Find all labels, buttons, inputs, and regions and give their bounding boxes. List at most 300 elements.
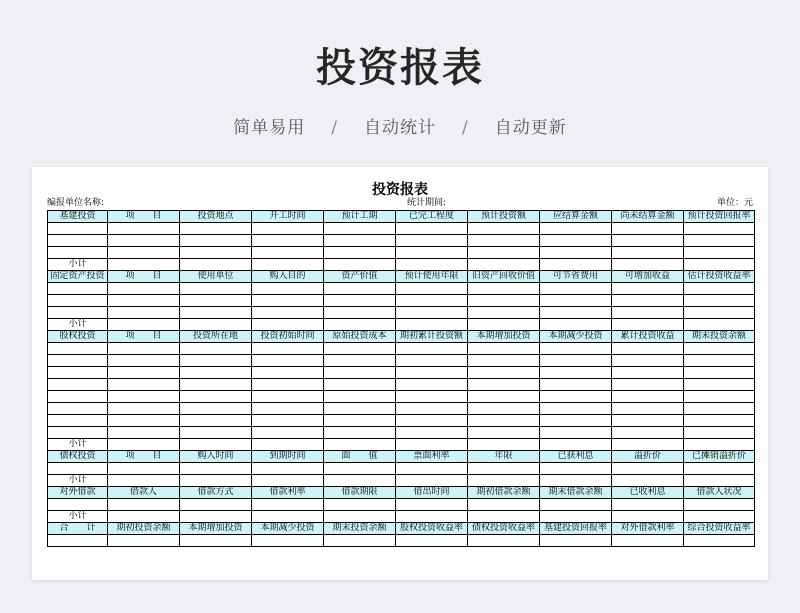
column-header: 借出时间	[396, 487, 468, 499]
table-cell[interactable]	[468, 439, 540, 451]
column-header: 投资地点	[180, 211, 252, 223]
subtotal-row	[48, 475, 755, 487]
table-cell[interactable]	[108, 307, 180, 319]
table-cell[interactable]	[324, 427, 396, 439]
table-cell[interactable]	[540, 379, 612, 391]
table-cell[interactable]	[180, 439, 252, 451]
table-row	[48, 391, 755, 403]
table-cell[interactable]	[180, 367, 252, 379]
table-row	[48, 307, 755, 319]
column-header: 估计投资收益率	[684, 271, 755, 283]
table-cell[interactable]	[612, 283, 684, 295]
table-cell[interactable]	[108, 403, 180, 415]
table-cell[interactable]	[48, 247, 108, 259]
table-cell[interactable]	[396, 307, 468, 319]
table-cell[interactable]	[684, 235, 755, 247]
table-cell[interactable]	[684, 367, 755, 379]
subtotal-label: 小计	[48, 259, 108, 271]
table-cell[interactable]	[108, 439, 180, 451]
table-cell[interactable]	[684, 439, 755, 451]
table-cell[interactable]	[180, 283, 252, 295]
table-cell[interactable]	[396, 259, 468, 271]
sheet-meta	[47, 197, 753, 209]
table-cell[interactable]	[612, 295, 684, 307]
column-header: 购入时间	[180, 451, 252, 463]
column-header: 期初投资余额	[108, 523, 180, 535]
column-header: 预计工期	[324, 211, 396, 223]
table-cell[interactable]	[252, 427, 324, 439]
subtotal-label: 小计	[48, 511, 108, 523]
section-header-row	[48, 451, 755, 463]
column-header: 本期增加投资	[180, 523, 252, 535]
table-cell[interactable]	[612, 535, 684, 547]
table-cell[interactable]	[324, 439, 396, 451]
table-cell[interactable]	[324, 343, 396, 355]
section-header-row	[48, 487, 755, 499]
column-header: 已摊销溢折价	[684, 451, 755, 463]
table-cell[interactable]	[180, 403, 252, 415]
table-cell[interactable]	[48, 295, 108, 307]
table-cell[interactable]	[396, 283, 468, 295]
column-header: 溢折价	[612, 451, 684, 463]
table-cell[interactable]	[324, 247, 396, 259]
table-cell[interactable]	[396, 427, 468, 439]
column-header: 年限	[468, 451, 540, 463]
table-cell[interactable]	[540, 235, 612, 247]
table-cell[interactable]	[684, 403, 755, 415]
table-cell[interactable]	[540, 403, 612, 415]
table-cell[interactable]	[396, 379, 468, 391]
column-header: 借款人	[108, 487, 180, 499]
subtotal-row	[48, 259, 755, 271]
table-cell[interactable]	[252, 535, 324, 547]
table-cell[interactable]	[684, 475, 755, 487]
table-cell[interactable]	[540, 511, 612, 523]
table-cell[interactable]	[540, 247, 612, 259]
table-cell[interactable]	[48, 307, 108, 319]
table-cell[interactable]	[468, 427, 540, 439]
table-cell[interactable]	[684, 463, 755, 475]
table-cell[interactable]	[180, 259, 252, 271]
subtotal-label: 小计	[48, 439, 108, 451]
table-cell[interactable]	[612, 475, 684, 487]
table-cell[interactable]	[540, 439, 612, 451]
table-cell[interactable]	[468, 391, 540, 403]
table-cell[interactable]	[180, 355, 252, 367]
table-cell[interactable]	[612, 355, 684, 367]
table-cell[interactable]	[324, 259, 396, 271]
table-row	[48, 235, 755, 247]
table-row	[48, 223, 755, 235]
table-cell[interactable]	[180, 379, 252, 391]
table-cell[interactable]	[396, 535, 468, 547]
table-cell[interactable]	[540, 295, 612, 307]
column-header: 对外借款利率	[612, 523, 684, 535]
table-cell[interactable]	[324, 463, 396, 475]
table-cell[interactable]	[612, 439, 684, 451]
subtotal-label: 小计	[48, 319, 108, 331]
table-cell[interactable]	[396, 295, 468, 307]
table-cell[interactable]	[684, 295, 755, 307]
column-header: 到期时间	[252, 451, 324, 463]
table-cell[interactable]	[108, 355, 180, 367]
table-cell[interactable]	[324, 319, 396, 331]
table-cell[interactable]	[612, 379, 684, 391]
table-cell[interactable]	[180, 499, 252, 511]
table-cell[interactable]	[396, 403, 468, 415]
table-cell[interactable]	[324, 355, 396, 367]
table-cell[interactable]	[108, 295, 180, 307]
table-cell[interactable]	[48, 415, 108, 427]
table-cell[interactable]	[108, 235, 180, 247]
table-cell[interactable]	[396, 247, 468, 259]
table-cell[interactable]	[396, 415, 468, 427]
table-cell[interactable]	[180, 223, 252, 235]
table-cell[interactable]	[540, 223, 612, 235]
subtotal-row	[48, 319, 755, 331]
table-cell[interactable]	[108, 367, 180, 379]
column-header: 使用单位	[180, 271, 252, 283]
column-header: 预计投资回报率	[684, 211, 755, 223]
table-cell[interactable]	[684, 511, 755, 523]
table-cell[interactable]	[252, 475, 324, 487]
table-cell[interactable]	[612, 259, 684, 271]
table-cell[interactable]	[108, 343, 180, 355]
tag-separator: /	[462, 118, 469, 138]
column-header: 借款人状况	[684, 487, 755, 499]
table-cell[interactable]	[180, 295, 252, 307]
table-cell[interactable]	[252, 223, 324, 235]
table-cell[interactable]	[324, 307, 396, 319]
table-cell[interactable]	[684, 307, 755, 319]
table-cell[interactable]	[468, 247, 540, 259]
table-row	[48, 295, 755, 307]
column-header: 期初借款余额	[468, 487, 540, 499]
table-cell[interactable]	[252, 307, 324, 319]
column-header: 期初累计投资额	[396, 331, 468, 343]
table-cell[interactable]	[468, 283, 540, 295]
table-cell[interactable]	[540, 463, 612, 475]
feature-tags	[0, 113, 800, 138]
table-cell[interactable]	[180, 463, 252, 475]
table-cell[interactable]	[468, 415, 540, 427]
table-cell[interactable]	[684, 427, 755, 439]
table-cell[interactable]	[468, 295, 540, 307]
table-cell[interactable]	[48, 499, 108, 511]
table-cell[interactable]	[324, 511, 396, 523]
table-cell[interactable]	[612, 499, 684, 511]
table-cell[interactable]	[108, 259, 180, 271]
table-cell[interactable]	[612, 511, 684, 523]
table-cell[interactable]	[396, 391, 468, 403]
table-cell[interactable]	[396, 511, 468, 523]
table-cell[interactable]	[180, 475, 252, 487]
table-cell[interactable]	[396, 343, 468, 355]
column-header: 已获利息	[540, 451, 612, 463]
table-cell[interactable]	[48, 223, 108, 235]
table-cell[interactable]	[252, 463, 324, 475]
table-cell[interactable]	[684, 343, 755, 355]
table-row	[48, 403, 755, 415]
table-cell[interactable]	[684, 499, 755, 511]
table-row	[48, 379, 755, 391]
table-cell[interactable]	[684, 355, 755, 367]
table-cell[interactable]	[540, 355, 612, 367]
period-label: 统计期间:	[407, 198, 447, 208]
table-cell[interactable]	[468, 367, 540, 379]
section-header-row	[48, 211, 755, 223]
column-header: 基建投资回报率	[540, 523, 612, 535]
table-cell[interactable]	[252, 283, 324, 295]
table-cell[interactable]	[108, 379, 180, 391]
table-cell[interactable]	[48, 283, 108, 295]
spreadsheet-preview	[32, 167, 768, 580]
table-cell[interactable]	[540, 307, 612, 319]
column-header: 累计投资收益	[612, 331, 684, 343]
table-cell[interactable]	[612, 235, 684, 247]
subtotal-row	[48, 511, 755, 523]
column-header: 应结算金额	[540, 211, 612, 223]
column-header: 期末借款余额	[540, 487, 612, 499]
table-cell[interactable]	[180, 307, 252, 319]
table-cell[interactable]	[324, 367, 396, 379]
column-header: 借款期限	[324, 487, 396, 499]
table-row	[48, 415, 755, 427]
table-cell[interactable]	[612, 403, 684, 415]
table-cell[interactable]	[684, 535, 755, 547]
table-cell[interactable]	[684, 379, 755, 391]
column-header: 固定资产投资	[48, 271, 108, 283]
table-cell[interactable]	[468, 511, 540, 523]
table-cell[interactable]	[252, 499, 324, 511]
table-cell[interactable]	[108, 223, 180, 235]
table-cell[interactable]	[180, 319, 252, 331]
section-header-row	[48, 271, 755, 283]
table-cell[interactable]	[48, 367, 108, 379]
table-cell[interactable]	[252, 511, 324, 523]
table-cell[interactable]	[252, 319, 324, 331]
table-cell[interactable]	[48, 391, 108, 403]
unit-name-label: 编报单位名称:	[47, 198, 105, 208]
table-cell[interactable]	[540, 343, 612, 355]
table-cell[interactable]	[108, 283, 180, 295]
table-cell[interactable]	[108, 511, 180, 523]
table-cell[interactable]	[180, 343, 252, 355]
table-cell[interactable]	[540, 391, 612, 403]
table-cell[interactable]	[324, 403, 396, 415]
table-cell[interactable]	[108, 427, 180, 439]
table-cell[interactable]	[252, 235, 324, 247]
table-cell[interactable]	[684, 415, 755, 427]
table-cell[interactable]	[468, 379, 540, 391]
column-header: 可增加收益	[612, 271, 684, 283]
table-cell[interactable]	[684, 247, 755, 259]
table-cell[interactable]	[468, 463, 540, 475]
subtotal-label: 小计	[48, 475, 108, 487]
table-cell[interactable]	[396, 463, 468, 475]
column-header: 借款利率	[252, 487, 324, 499]
table-cell[interactable]	[324, 391, 396, 403]
table-cell[interactable]	[468, 307, 540, 319]
table-cell[interactable]	[612, 343, 684, 355]
table-cell[interactable]	[48, 355, 108, 367]
table-cell[interactable]	[108, 319, 180, 331]
table-cell[interactable]	[540, 319, 612, 331]
table-cell[interactable]	[612, 427, 684, 439]
table-cell[interactable]	[540, 415, 612, 427]
table-cell[interactable]	[252, 439, 324, 451]
table-row	[48, 463, 755, 475]
table-cell[interactable]	[252, 415, 324, 427]
table-cell[interactable]	[540, 427, 612, 439]
table-cell[interactable]	[468, 535, 540, 547]
table-cell[interactable]	[180, 391, 252, 403]
sheet-title: 投资报表	[372, 182, 428, 198]
table-cell[interactable]	[612, 367, 684, 379]
column-header: 合 计	[48, 523, 108, 535]
table-cell[interactable]	[468, 475, 540, 487]
table-cell[interactable]	[324, 379, 396, 391]
table-cell[interactable]	[252, 391, 324, 403]
column-header: 项 目	[108, 211, 180, 223]
table-row	[48, 535, 755, 547]
table-cell[interactable]	[48, 379, 108, 391]
table-cell[interactable]	[540, 499, 612, 511]
table-cell[interactable]	[468, 259, 540, 271]
table-cell[interactable]	[468, 319, 540, 331]
table-cell[interactable]	[396, 355, 468, 367]
table-cell[interactable]	[180, 511, 252, 523]
table-cell[interactable]	[252, 295, 324, 307]
table-cell[interactable]	[540, 535, 612, 547]
tag-auto-stat: 自动统计	[364, 118, 436, 138]
table-cell[interactable]	[324, 415, 396, 427]
table-cell[interactable]	[612, 223, 684, 235]
column-header: 本期增加投资	[468, 331, 540, 343]
table-cell[interactable]	[468, 223, 540, 235]
column-header: 已收利息	[612, 487, 684, 499]
table-cell[interactable]	[252, 403, 324, 415]
page-title: 投资报表	[316, 45, 484, 91]
table-cell[interactable]	[48, 535, 108, 547]
table-cell[interactable]	[324, 535, 396, 547]
table-cell[interactable]	[252, 343, 324, 355]
table-cell[interactable]	[180, 535, 252, 547]
column-header: 投资所在地	[180, 331, 252, 343]
table-cell[interactable]	[108, 415, 180, 427]
table-row	[48, 283, 755, 295]
column-header: 本期减少投资	[252, 523, 324, 535]
column-header: 项 目	[108, 271, 180, 283]
table-cell[interactable]	[48, 427, 108, 439]
table-cell[interactable]	[684, 283, 755, 295]
column-header: 资产价值	[324, 271, 396, 283]
table-cell[interactable]	[324, 475, 396, 487]
column-header: 预计投资额	[468, 211, 540, 223]
tag-separator: /	[331, 118, 338, 138]
table-cell[interactable]	[252, 367, 324, 379]
table-cell[interactable]	[324, 295, 396, 307]
table-cell[interactable]	[108, 475, 180, 487]
table-cell[interactable]	[108, 499, 180, 511]
table-cell[interactable]	[468, 403, 540, 415]
column-header: 借款方式	[180, 487, 252, 499]
table-cell[interactable]	[180, 235, 252, 247]
table-cell[interactable]	[684, 259, 755, 271]
table-cell[interactable]	[684, 319, 755, 331]
table-cell[interactable]	[396, 223, 468, 235]
table-cell[interactable]	[396, 439, 468, 451]
table-cell[interactable]	[684, 391, 755, 403]
section-header-row	[48, 331, 755, 343]
table-cell[interactable]	[180, 247, 252, 259]
column-header: 对外借款	[48, 487, 108, 499]
table-row	[48, 367, 755, 379]
table-cell[interactable]	[468, 355, 540, 367]
table-cell[interactable]	[612, 307, 684, 319]
table-cell[interactable]	[612, 415, 684, 427]
table-cell[interactable]	[48, 235, 108, 247]
table-cell[interactable]	[468, 499, 540, 511]
table-row	[48, 343, 755, 355]
table-cell[interactable]	[252, 355, 324, 367]
column-header: 基建投资	[48, 211, 108, 223]
column-header: 债权投资	[48, 451, 108, 463]
table-cell[interactable]	[684, 223, 755, 235]
table-cell[interactable]	[468, 235, 540, 247]
table-cell[interactable]	[396, 235, 468, 247]
table-cell[interactable]	[324, 499, 396, 511]
column-header: 项 目	[108, 331, 180, 343]
table-cell[interactable]	[48, 343, 108, 355]
table-cell[interactable]	[324, 223, 396, 235]
table-cell[interactable]	[396, 499, 468, 511]
table-cell[interactable]	[324, 235, 396, 247]
column-header: 投资初始时间	[252, 331, 324, 343]
table-cell[interactable]	[180, 427, 252, 439]
table-cell[interactable]	[252, 247, 324, 259]
table-cell[interactable]	[48, 403, 108, 415]
table-cell[interactable]	[396, 475, 468, 487]
table-cell[interactable]	[396, 367, 468, 379]
table-cell[interactable]	[324, 283, 396, 295]
table-cell[interactable]	[468, 343, 540, 355]
table-cell[interactable]	[252, 379, 324, 391]
table-cell[interactable]	[180, 415, 252, 427]
table-cell[interactable]	[540, 475, 612, 487]
column-header: 期末投资余额	[684, 331, 755, 343]
column-header: 债权投资收益率	[468, 523, 540, 535]
table-cell[interactable]	[612, 391, 684, 403]
tag-easy: 简单易用	[233, 118, 306, 138]
table-cell[interactable]	[540, 367, 612, 379]
table-cell[interactable]	[108, 247, 180, 259]
table-cell[interactable]	[612, 463, 684, 475]
table-cell[interactable]	[108, 391, 180, 403]
table-cell[interactable]	[48, 463, 108, 475]
column-header: 股权投资	[48, 331, 108, 343]
table-cell[interactable]	[612, 247, 684, 259]
table-cell[interactable]	[612, 319, 684, 331]
table-cell[interactable]	[108, 463, 180, 475]
table-cell[interactable]	[108, 535, 180, 547]
table-cell[interactable]	[540, 283, 612, 295]
column-header: 综合投资收益率	[684, 523, 755, 535]
table-cell[interactable]	[252, 259, 324, 271]
column-header: 本期减少投资	[540, 331, 612, 343]
table-cell[interactable]	[396, 319, 468, 331]
table-cell[interactable]	[540, 259, 612, 271]
